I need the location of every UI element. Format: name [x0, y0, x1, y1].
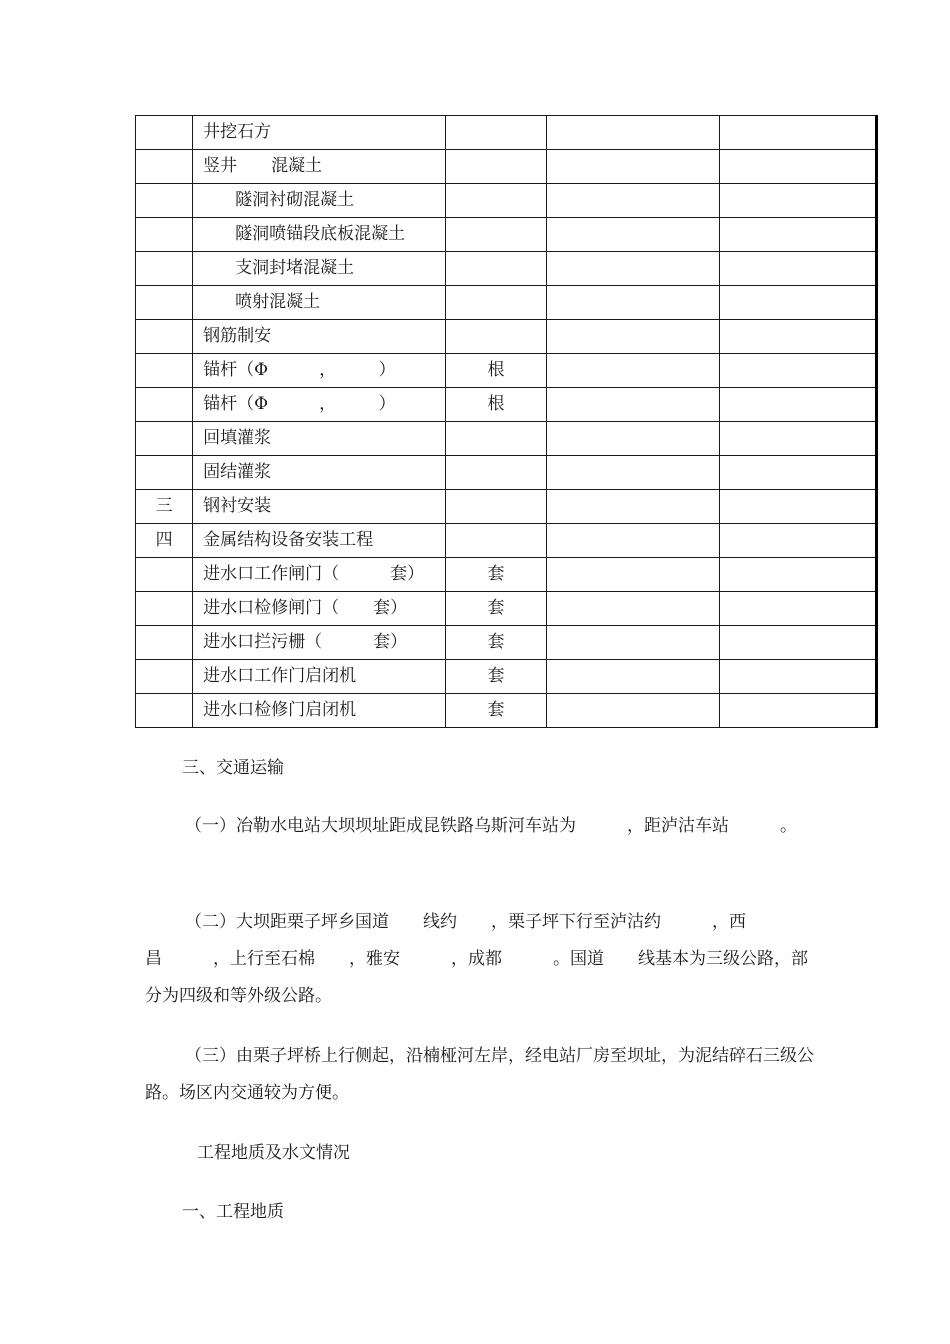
- table-row: [136, 320, 877, 354]
- table-row: [136, 524, 877, 558]
- cell-item: 进水口检修门启闭机: [193, 694, 446, 728]
- cell-unit: [445, 320, 546, 354]
- cell-quantity: [547, 592, 719, 626]
- cell-number: [136, 660, 193, 694]
- cell-item: 井挖石方: [193, 116, 446, 150]
- cell-remark: [719, 456, 876, 490]
- cell-quantity: [547, 694, 719, 728]
- cell-number: [136, 354, 193, 388]
- cell-item: 钢筋制安: [193, 320, 446, 354]
- cell-item: 隧洞衬砌混凝土: [193, 184, 446, 218]
- cell-quantity: [547, 524, 719, 558]
- cell-remark: [719, 184, 876, 218]
- cell-remark: [719, 218, 876, 252]
- table-row: [136, 422, 877, 456]
- table-row: [136, 150, 877, 184]
- paragraph-transport-2: （二）大坝距栗子坪乡国道 线约 ，栗子坪下行至泸沽约 ，西昌 ，上行至石棉 ，雅安 ，成都 。国道 线基本为三级公路，部分为四级和等外级公路。: [145, 912, 808, 1006]
- cell-unit: [445, 490, 546, 524]
- section-heading-transport: 三、交通运输: [182, 758, 284, 778]
- cell-quantity: [547, 252, 719, 286]
- cell-number: [136, 116, 193, 150]
- cell-number: [136, 456, 193, 490]
- cell-unit: [445, 524, 546, 558]
- cell-unit: [445, 184, 546, 218]
- section-heading-geology: 一、工程地质: [182, 1202, 284, 1222]
- cell-item: 金属结构设备安装工程: [193, 524, 446, 558]
- cell-quantity: [547, 388, 719, 422]
- cell-unit: 套: [445, 592, 546, 626]
- cell-unit: [445, 252, 546, 286]
- cell-number: [136, 218, 193, 252]
- cell-number: 三: [136, 490, 193, 524]
- cell-quantity: [547, 354, 719, 388]
- section-heading-geology-hydrology: 工程地质及水文情况: [197, 1143, 350, 1163]
- table-row: [136, 626, 877, 660]
- cell-remark: [719, 490, 876, 524]
- cell-unit: [445, 116, 546, 150]
- cell-unit: 套: [445, 558, 546, 592]
- paragraph-transport-3: （三）由栗子坪桥上行侧起，沿楠桠河左岸，经电站厂房至坝址，为泥结碎石三级公路。场区内交通较为方便。: [145, 1046, 814, 1103]
- table-row: [136, 218, 877, 252]
- table-row: [136, 456, 877, 490]
- cell-remark: [719, 558, 876, 592]
- table-row: [136, 660, 877, 694]
- cell-quantity: [547, 184, 719, 218]
- cell-item: 隧洞喷锚段底板混凝土: [193, 218, 446, 252]
- table-row: [136, 184, 877, 218]
- cell-quantity: [547, 490, 719, 524]
- cell-number: [136, 252, 193, 286]
- cell-remark: [719, 252, 876, 286]
- cell-quantity: [547, 456, 719, 490]
- cell-unit: [445, 286, 546, 320]
- table-row: [136, 388, 877, 422]
- cell-number: [136, 422, 193, 456]
- cell-quantity: [547, 320, 719, 354]
- cell-item: 进水口检修闸门（ 套）: [193, 592, 446, 626]
- cell-quantity: [547, 558, 719, 592]
- cell-item: 喷射混凝土: [193, 286, 446, 320]
- cell-unit: 套: [445, 694, 546, 728]
- cell-remark: [719, 660, 876, 694]
- cell-remark: [719, 116, 876, 150]
- cell-remark: [719, 524, 876, 558]
- cell-quantity: [547, 660, 719, 694]
- table-row: [136, 694, 877, 728]
- cell-quantity: [547, 422, 719, 456]
- cell-number: [136, 320, 193, 354]
- cell-unit: [445, 456, 546, 490]
- cell-unit: 根: [445, 388, 546, 422]
- cell-unit: [445, 422, 546, 456]
- quantity-table-body: [136, 116, 877, 728]
- cell-item: 竖井 混凝土: [193, 150, 446, 184]
- cell-item: 固结灌浆: [193, 456, 446, 490]
- cell-remark: [719, 626, 876, 660]
- table-row: [136, 558, 877, 592]
- cell-item: 锚杆（Φ ， ）: [193, 354, 446, 388]
- cell-unit: 套: [445, 660, 546, 694]
- cell-item: 进水口工作闸门（ 套）: [193, 558, 446, 592]
- cell-unit: 根: [445, 354, 546, 388]
- table-row: [136, 354, 877, 388]
- cell-number: 四: [136, 524, 193, 558]
- cell-remark: [719, 694, 876, 728]
- cell-remark: [719, 388, 876, 422]
- cell-remark: [719, 320, 876, 354]
- cell-quantity: [547, 626, 719, 660]
- cell-unit: [445, 218, 546, 252]
- cell-remark: [719, 354, 876, 388]
- cell-number: [136, 626, 193, 660]
- cell-quantity: [547, 150, 719, 184]
- paragraph-transport-1: （一）冶勒水电站大坝坝址距成昆铁路乌斯河车站为 ，距泸沽车站 。: [185, 816, 797, 836]
- cell-number: [136, 694, 193, 728]
- table-row: [136, 286, 877, 320]
- cell-number: [136, 184, 193, 218]
- cell-number: [136, 388, 193, 422]
- cell-quantity: [547, 286, 719, 320]
- cell-quantity: [547, 218, 719, 252]
- cell-remark: [719, 592, 876, 626]
- table-row: [136, 490, 877, 524]
- table-row: [136, 116, 877, 150]
- cell-item: 进水口拦污栅（ 套）: [193, 626, 446, 660]
- cell-item: 锚杆（Φ ， ）: [193, 388, 446, 422]
- cell-number: [136, 286, 193, 320]
- cell-number: [136, 558, 193, 592]
- cell-number: [136, 150, 193, 184]
- table-row: [136, 592, 877, 626]
- cell-item: 进水口工作门启闭机: [193, 660, 446, 694]
- quantity-table: [135, 115, 878, 728]
- cell-number: [136, 592, 193, 626]
- cell-unit: [445, 150, 546, 184]
- cell-item: 支洞封堵混凝土: [193, 252, 446, 286]
- cell-item: 钢衬安装: [193, 490, 446, 524]
- cell-item: 回填灌浆: [193, 422, 446, 456]
- table-row: [136, 252, 877, 286]
- cell-remark: [719, 150, 876, 184]
- cell-quantity: [547, 116, 719, 150]
- cell-unit: 套: [445, 626, 546, 660]
- cell-remark: [719, 422, 876, 456]
- cell-remark: [719, 286, 876, 320]
